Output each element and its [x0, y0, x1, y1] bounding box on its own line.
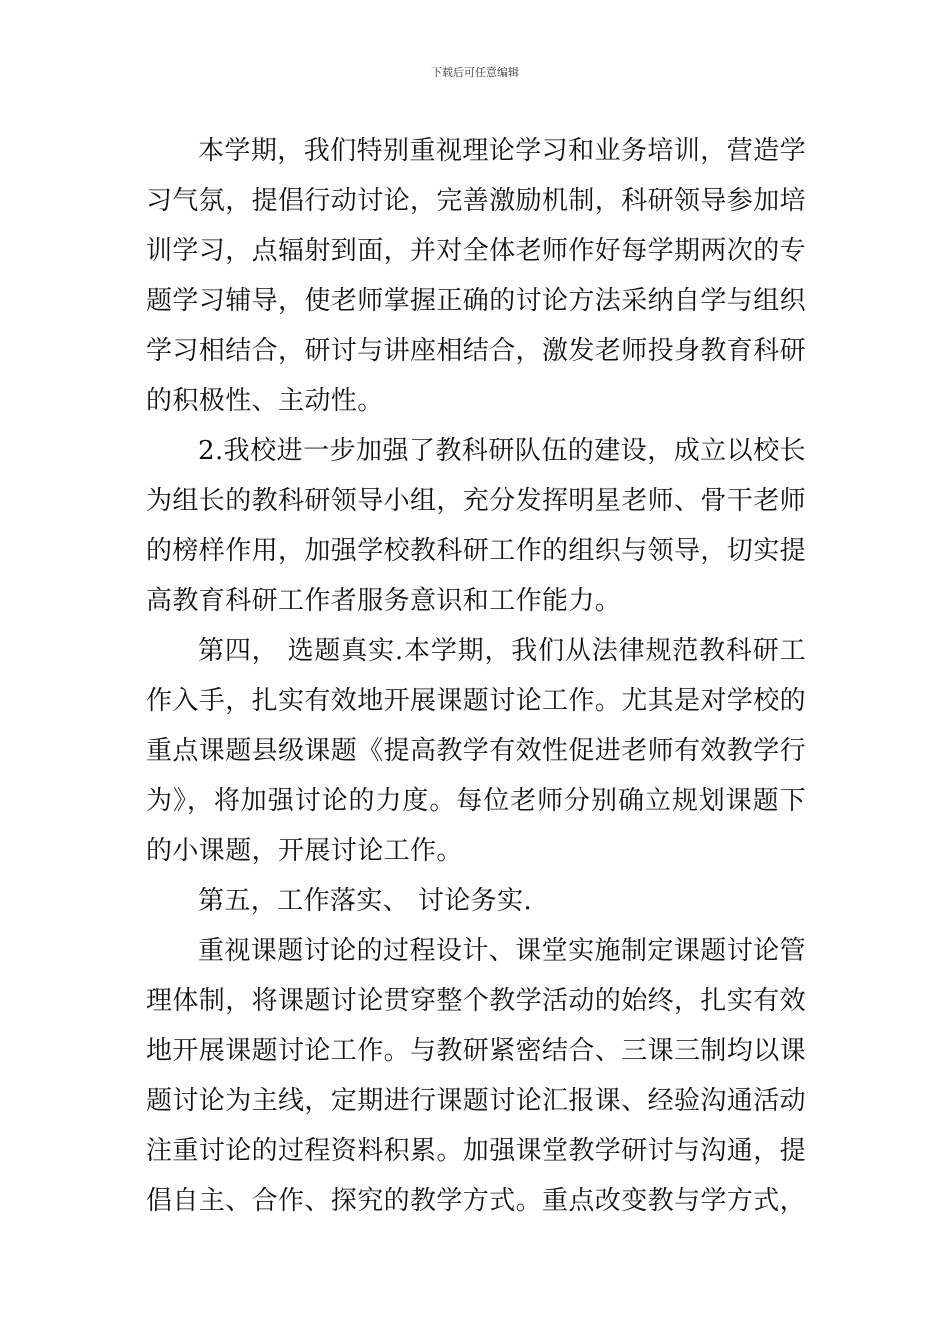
body-text	[146, 126, 806, 1226]
paragraph-2: 2.我校进一步加强了教科研队伍的建设，成立以校长为组长的教科研领导小组，充分发挥明星老师、骨干老师的榜样作用，加强学校教科研工作的组织与领导，切实提高教育科研工作者服务意识和工作能力。	[146, 436, 807, 616]
paragraph-1: 本学期，我们特别重视理论学习和业务培训，营造学习气氛，提倡行动讨论，完善激励机制，科研领导参加培训学习，点辐射到面，并对全体老师作好每学期两次的专题学习辅导，使老师掌握正确的讨论方法采纳自学与组织学习相结合，研讨与讲座相结合，激发老师投身教育科研的积极性、主动性。	[146, 136, 807, 416]
paragraph-5: 重视课题讨论的过程设计、课堂实施制定课题讨论管理体制，将课题讨论贯穿整个教学活动的始终，扎实有效地开展课题讨论工作。与教研紧密结合、三课三制均以课题讨论为主线，定期进行课题讨论汇报课、经验沟通活动注重讨论的过程资料积累。加强课堂教学研讨与沟通，提倡自主、合作、探究的教学方式。重点改变教与学方式，	[146, 936, 807, 1216]
paragraph-3: 第四， 选题真实.本学期，我们从法律规范教科研工作入手，扎实有效地开展课题讨论工作。尤其是对学校的重点课题县级课题《提高教学有效性促进老师有效教学行为》，将加强讨论的力度。每位老师分别确立规划课题下的小课题，开展讨论工作。	[146, 636, 807, 866]
paragraph-4: 第五，工作落实、 讨论务实.	[198, 886, 533, 916]
page-header: 下载后可任意编辑	[431, 66, 519, 79]
